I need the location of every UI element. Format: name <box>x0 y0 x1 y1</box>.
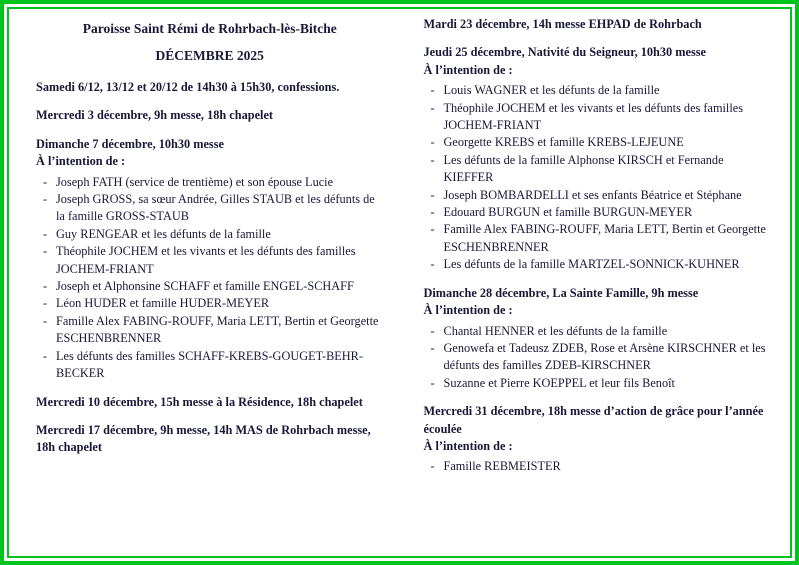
schedule-heading <box>36 107 384 124</box>
intention-text: Joseph FATH (service de trentième) et son épouse Lucie <box>56 174 334 189</box>
intention-text: Léon HUDER et famille HUDER-MEYER <box>56 296 270 311</box>
list-dash-marker: - <box>43 174 48 189</box>
intentions-list <box>424 323 772 393</box>
intention-text: Théophile JOCHEM et les vivants et les défunts des familles JOCHEM-FRIANT <box>443 100 744 133</box>
list-dash-marker: - <box>430 340 435 355</box>
schedule-heading-line: Mercredi 10 décembre, 15h messe à la Résidence, 18h chapelet <box>36 394 363 409</box>
intention-item <box>36 174 384 191</box>
intention-item <box>36 295 384 312</box>
right-column <box>424 16 772 553</box>
list-dash-marker: - <box>43 279 48 294</box>
intention-text: Les défunts de la famille Alphonse KIRSCH et Fernande KIEFFER <box>443 152 724 185</box>
list-dash-marker: - <box>430 152 435 167</box>
intention-item <box>424 256 772 273</box>
intention-text: Louis WAGNER et les défunts de la famille <box>443 83 660 98</box>
list-dash-marker: - <box>43 296 48 311</box>
intention-text: Famille REBMEISTER <box>443 459 561 474</box>
list-dash-marker: - <box>43 226 48 241</box>
schedule-heading <box>36 79 384 96</box>
list-dash-marker: - <box>430 187 435 202</box>
list-dash-marker: - <box>430 257 435 272</box>
intention-item <box>424 458 772 475</box>
schedule-heading-line: À l’intention de : <box>423 303 513 318</box>
intention-text: Chantal HENNER et les défunts de la famille <box>443 323 668 338</box>
schedule-heading-line: Dimanche 28 décembre, La Sainte Famille, 9h messe <box>423 285 699 300</box>
intention-item <box>36 278 384 295</box>
schedule-heading <box>36 136 384 171</box>
intention-item <box>424 152 772 187</box>
list-dash-marker: - <box>43 313 48 328</box>
schedule-heading-line: Mercredi 3 décembre, 9h messe, 18h chapelet <box>36 108 274 123</box>
list-dash-marker: - <box>430 375 435 390</box>
intention-text: Joseph et Alphonsine SCHAFF et famille ENGEL-SCHAFF <box>56 279 354 294</box>
intention-item <box>36 226 384 243</box>
schedule-heading <box>424 44 772 79</box>
intention-item <box>424 100 772 135</box>
intention-item <box>424 204 772 221</box>
intention-item <box>424 375 772 392</box>
intention-item <box>36 243 384 278</box>
schedule-heading-line: Samedi 6/12, 13/12 et 20/12 de 14h30 à 15h30, confessions. <box>36 80 340 94</box>
schedule-heading <box>424 403 772 455</box>
schedule-heading-line: À l’intention de : <box>423 62 513 77</box>
intention-item <box>36 348 384 383</box>
schedule-heading-line: Mercredi 17 décembre, 9h messe, 14h MAS de Rohrbach messe, 18h chapelet <box>36 422 371 455</box>
intention-text: Famille Alex FABING-ROUFF, Maria LETT, Bertin et Georgette ESCHENBRENNER <box>56 313 379 346</box>
intentions-list <box>424 458 772 475</box>
intention-item <box>424 340 772 375</box>
schedule-heading-line: À l’intention de : <box>36 154 126 169</box>
intention-text: Théophile JOCHEM et les vivants et les défunts des familles JOCHEM-FRIANT <box>56 244 356 276</box>
list-dash-marker: - <box>430 205 435 220</box>
intention-text: Les défunts des familles SCHAFF-KREBS-GOUGET-BEHR-BECKER <box>56 348 363 381</box>
intention-text: Suzanne et Pierre KOEPPEL et leur fils Benoît <box>443 375 675 390</box>
intention-item <box>424 134 772 151</box>
parish-title: Paroisse Saint Rémi de Rohrbach-lès-Bitche <box>82 21 337 36</box>
list-dash-marker: - <box>430 100 435 115</box>
intention-text: Joseph BOMBARDELLI et ses enfants Béatrice et Stéphane <box>443 187 742 202</box>
schedule-heading <box>36 422 384 457</box>
schedule-heading-line: Dimanche 7 décembre, 10h30 messe <box>36 136 224 151</box>
list-dash-marker: - <box>430 135 435 150</box>
list-dash-marker: - <box>43 348 48 363</box>
intentions-list <box>36 174 384 383</box>
intention-text: Famille Alex FABING-ROUFF, Maria LETT, Bertin et Georgette ESCHENBRENNER <box>443 222 766 254</box>
list-dash-marker: - <box>430 323 435 338</box>
schedule-heading <box>36 394 384 411</box>
intention-text: Guy RENGEAR et les défunts de la famille <box>56 226 271 241</box>
left-column <box>36 16 384 553</box>
intentions-list <box>424 82 772 273</box>
intention-text: Joseph GROSS, sa sœur Andrée, Gilles STAUB et les défunts de la famille GROSS-STAUB <box>56 192 375 224</box>
list-dash-marker: - <box>430 459 435 474</box>
bulletin-content <box>36 16 771 553</box>
intention-item <box>424 323 772 340</box>
list-dash-marker: - <box>43 244 48 259</box>
month-title: DÉCEMBRE 2025 <box>155 48 264 63</box>
schedule-heading-line: Mardi 23 décembre, 14h messe EHPAD de Rohrbach <box>423 17 702 31</box>
list-dash-marker: - <box>430 83 435 98</box>
schedule-heading-line: Jeudi 25 décembre, Nativité du Seigneur, 10h30 messe <box>423 45 706 60</box>
intention-text: Genowefa et Tadeusz ZDEB, Rose et Arsène KIRSCHNER et les défunts des familles ZDEB-KIRSCHNER <box>443 340 766 373</box>
intention-item <box>424 221 772 256</box>
intention-item <box>36 313 384 348</box>
left-column-blocks <box>36 79 384 457</box>
list-dash-marker: - <box>43 192 48 207</box>
right-column-blocks <box>424 16 772 476</box>
list-dash-marker: - <box>430 222 435 237</box>
intention-text: Georgette KREBS et famille KREBS-LEJEUNE <box>443 135 684 150</box>
intention-text: Edouard BURGUN et famille BURGUN-MEYER <box>443 205 693 220</box>
intention-item <box>424 82 772 99</box>
intention-item <box>424 187 772 204</box>
schedule-heading-line: Mercredi 31 décembre, 18h messe d’action de grâce pour l’année écoulée <box>423 404 764 436</box>
intention-item <box>36 191 384 226</box>
intention-text: Les défunts de la famille MARTZEL-SONNICK-KUHNER <box>443 257 740 272</box>
schedule-heading <box>424 285 772 320</box>
schedule-heading-line: À l’intention de : <box>423 438 513 453</box>
schedule-heading <box>424 16 772 33</box>
